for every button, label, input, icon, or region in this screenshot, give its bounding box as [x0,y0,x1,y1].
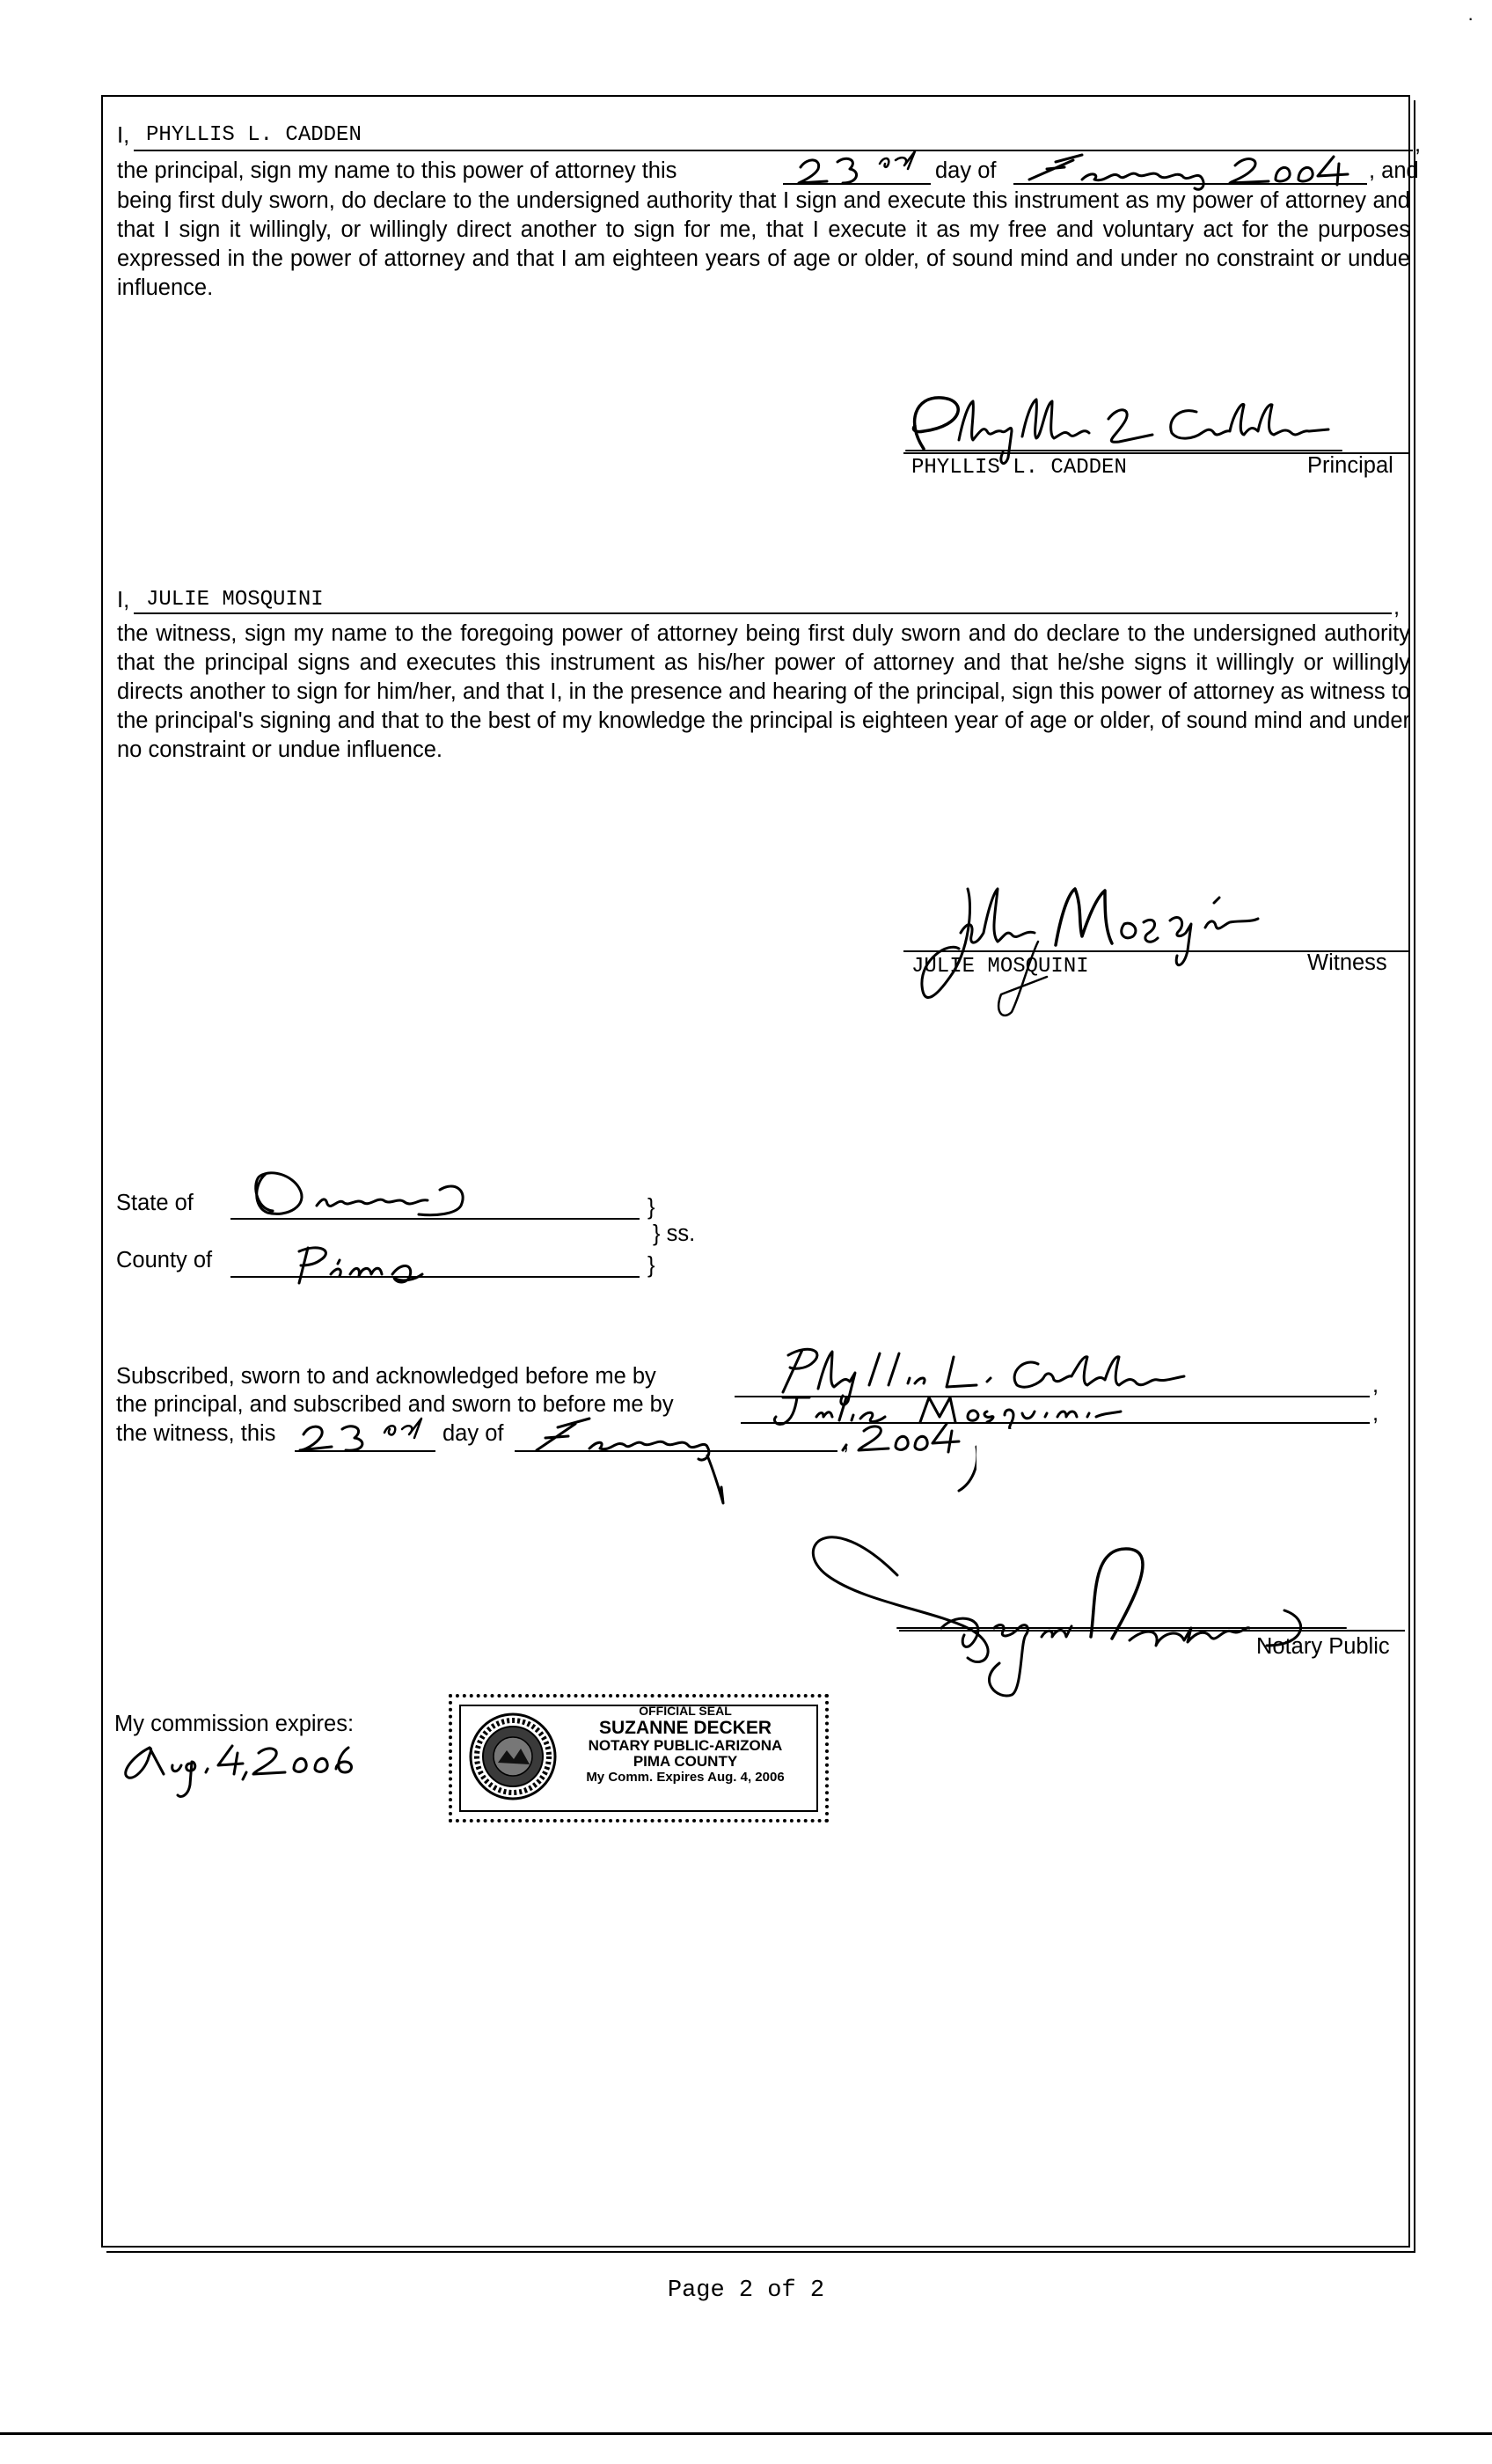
ack-line3-b: day of [442,1421,504,1446]
principal-name-comma: , [1415,132,1422,157]
ack-line1: Subscribed, sworn to and acknowledged before me by [116,1364,656,1389]
principal-signature-name: PHYLLIS L. CADDEN [911,456,1127,480]
seal-line2: PIMA COUNTY [633,1753,738,1770]
state-line [230,1218,640,1220]
principal-line1-b: day of [935,158,997,183]
principal-prefix: I, [117,123,130,148]
principal-name: PHYLLIS L. CADDEN [146,123,362,147]
seal-line1: NOTARY PUBLIC-ARIZONA [588,1737,783,1754]
ack-comma-3: , [843,1430,850,1455]
principal-day-line [783,183,931,185]
ack-line2: the principal, and subscribed and sworn to before me by [116,1392,674,1417]
commission-label: My commission expires: [114,1712,355,1736]
ack-comma-2: , [1372,1401,1379,1426]
witness-paragraph: the witness, sign my name to the foregoing power of attorney being first duly sworn and do declare to the undersigned authority that the principal signs and executes this instrument as his/her power of attorney and that he/she signs it willingly or willingly directs another to sign for him/her, and that I, in the presence and hearing of the principal, sign this power of attorney as witness to the principal's signing and that to the best of my knowledge the principal is eighteen year of age or older, of sound mind and under no constraint or undue influence. [117,621,1410,762]
principal-signature-role: Principal [1307,453,1393,478]
seal-title: OFFICIAL SEAL [639,1704,732,1718]
notary-role: Notary Public [1256,1634,1390,1659]
witness-signature-name: JULIE MOSQUINI [911,955,1089,979]
witness-name-line [134,612,1392,614]
venue-brace-3: } [647,1253,655,1278]
witness-prefix: I, [117,588,130,612]
principal-month-line [1013,183,1367,185]
venue-brace-1: } [647,1195,655,1220]
ack-comma-1: , [1372,1373,1379,1397]
witness-signature-role: Witness [1307,950,1387,975]
arizona-seal-icon [466,1710,560,1803]
seal-line3: My Comm. Expires Aug. 4, 2006 [586,1770,785,1785]
ack-witness-line [741,1422,1370,1424]
corner-mark: · [1467,7,1474,29]
notary-seal [449,1694,829,1822]
page-number: Page 2 of 2 [667,2277,825,2304]
principal-paragraph: being first duly sworn, do declare to the undersigned authority that I sign and execute this instrument as my power of attorney and that I sign it willingly, or willingly direct another to sign for me, that I execute it as my free and voluntary act for the purposes expressed in the power of attorney and that I am eighteen years of age or older, of sound mind and under no constraint or undue influence. [117,188,1410,300]
principal-line1-a: the principal, sign my name to this power of attorney this [117,158,677,183]
document-frame [101,95,1410,2248]
county-line [230,1276,640,1278]
ack-line3-a: the witness, this [116,1421,276,1446]
ack-day-line [295,1450,435,1452]
notary-seal-text [551,1703,820,1786]
principal-line1-c: , and [1369,158,1419,183]
ack-principal-line [735,1396,1370,1397]
notary-signature-line [899,1630,1405,1632]
bottom-rule [0,2432,1492,2435]
state-label: State of [116,1191,194,1215]
witness-name-comma: , [1393,595,1401,620]
ack-month-line [515,1450,837,1452]
principal-name-line [134,150,1413,151]
venue-brace-2: } ss. [653,1221,696,1246]
witness-name: JULIE MOSQUINI [146,588,324,612]
county-label: County of [116,1248,213,1272]
seal-name: SUZANNE DECKER [598,1718,772,1738]
